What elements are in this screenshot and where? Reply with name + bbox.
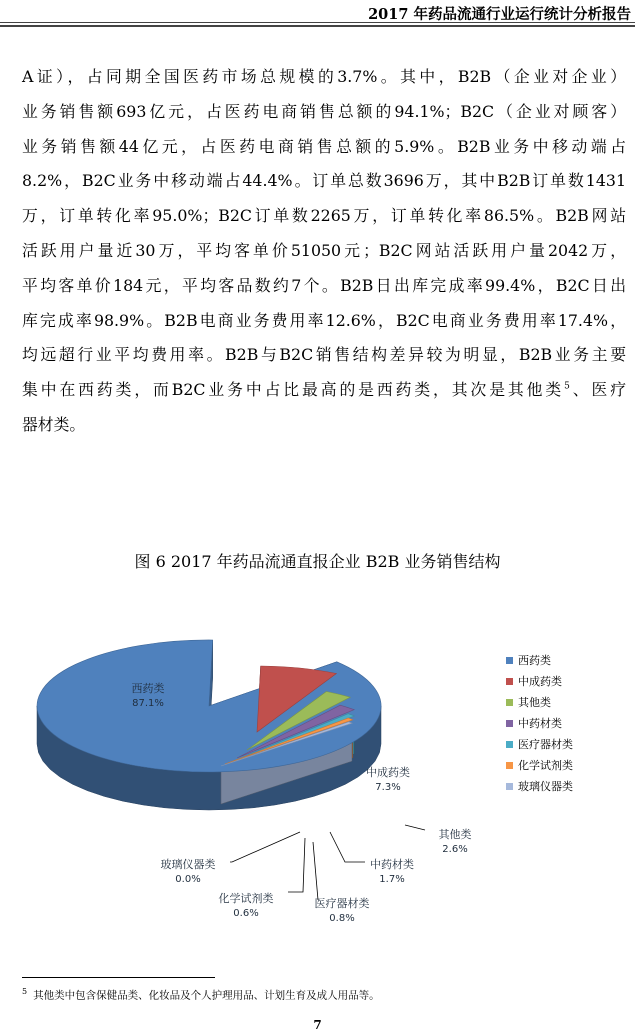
figure-caption: 图 6 2017 年药品流通直报企业 B2B 业务销售结构 [134,552,501,571]
footnote-text: 其他类中包含保健品类、化妆品及个人护理用品、计划生育及成人用品等。 [33,989,380,1002]
legend-label: 中成药类 [518,675,562,688]
body-line: 库完成率98.9%。B2B电商业务费用率12.6%，B2C电商业务费用率17.4%， [22,310,626,330]
leader-line [313,842,318,900]
slice-value-label: 0.8% [329,913,355,924]
running-header [0,0,635,26]
slice-label: 医疗器材类 [314,897,370,910]
legend-label: 中药材类 [518,717,562,730]
body-line-final: 器材类。 [22,414,86,434]
legend-label: 其他类 [518,696,551,709]
slice-label: 中药材类 [370,858,414,871]
footnote-reference[interactable]: 5 [564,381,570,392]
legend-swatch [506,783,513,790]
body-paragraph [22,60,626,443]
legend-swatch [506,762,513,769]
slice-label: 中成药类 [366,766,410,779]
legend-swatch [506,678,513,685]
body-line: 均远超行业平均费用率。B2B与B2C销售结构差异较为明显，B2B业务主要 [22,345,626,365]
leader-line [288,838,305,892]
slice-value-label: 1.7% [379,874,405,885]
header-rule-thick [0,25,635,27]
legend-swatch [506,657,513,664]
slice-label: 其他类 [438,828,472,841]
slice-label: 玻璃仪器类 [160,858,216,871]
body-line-text: 集中在西药类，而B2C业务中占比最高的是西药类，其次是其他类 [22,380,565,400]
legend-label: 玻璃仪器类 [518,780,573,793]
body-line: 万，订单转化率95.0%；B2C订单数2265万，订单转化率86.5%。B2B网站 [22,206,626,226]
body-line: 活跃用户量近30万，平均客单价51050元；B2C网站活跃用户量2042万， [22,240,626,260]
slice-value-label: 7.3% [375,782,401,793]
slice-label: 西药类 [131,682,165,695]
body-line: 8.2%，B2C业务中移动端占44.4%。订单总数3696万，其中B2B订单数1431 [22,171,626,191]
legend-label: 西药类 [518,654,551,667]
body-line-with-ref [22,373,626,408]
body-line: A证），占同期全国医药市场总规模的3.7%。其中，B2B（企业对企业） [22,67,626,86]
legend-swatch [506,699,513,706]
footnote-number: 5 [22,987,28,996]
pie-chart [0,600,635,970]
legend-swatch [506,720,513,727]
slice-value-label: 0.0% [175,874,201,885]
legend-label: 医疗器材类 [518,738,573,751]
legend-label: 化学试剂类 [518,759,573,772]
body-line: 平均客单价184元，平均客品数约7个。B2B日出库完成率99.4%，B2C日出 [22,275,626,295]
pie-chart-svg [0,600,635,970]
page-number: 7 [313,1018,322,1032]
footnote [22,987,380,1003]
leader-line [330,832,365,862]
legend-swatch [506,741,513,748]
leader-line [405,825,425,830]
slice-value-label: 0.6% [233,908,259,919]
slice-value-label: 87.1% [132,698,164,709]
body-line: 业务销售额44亿元，占医药电商销售总额的5.9%。B2B业务中移动端占 [22,136,626,156]
header-rule [0,22,635,23]
body-line-tail: 、医疗 [569,380,626,400]
slice-label: 化学试剂类 [218,892,274,905]
body-line: 业务销售额693亿元，占医药电商销售总额的94.1%；B2C（企业对顾客） [22,101,626,121]
slice-value-label: 2.6% [442,844,468,855]
leader-line [230,832,300,862]
header-title: 2017 年药品流通行业运行统计分析报告 [368,6,631,23]
footnote-rule [22,977,215,978]
